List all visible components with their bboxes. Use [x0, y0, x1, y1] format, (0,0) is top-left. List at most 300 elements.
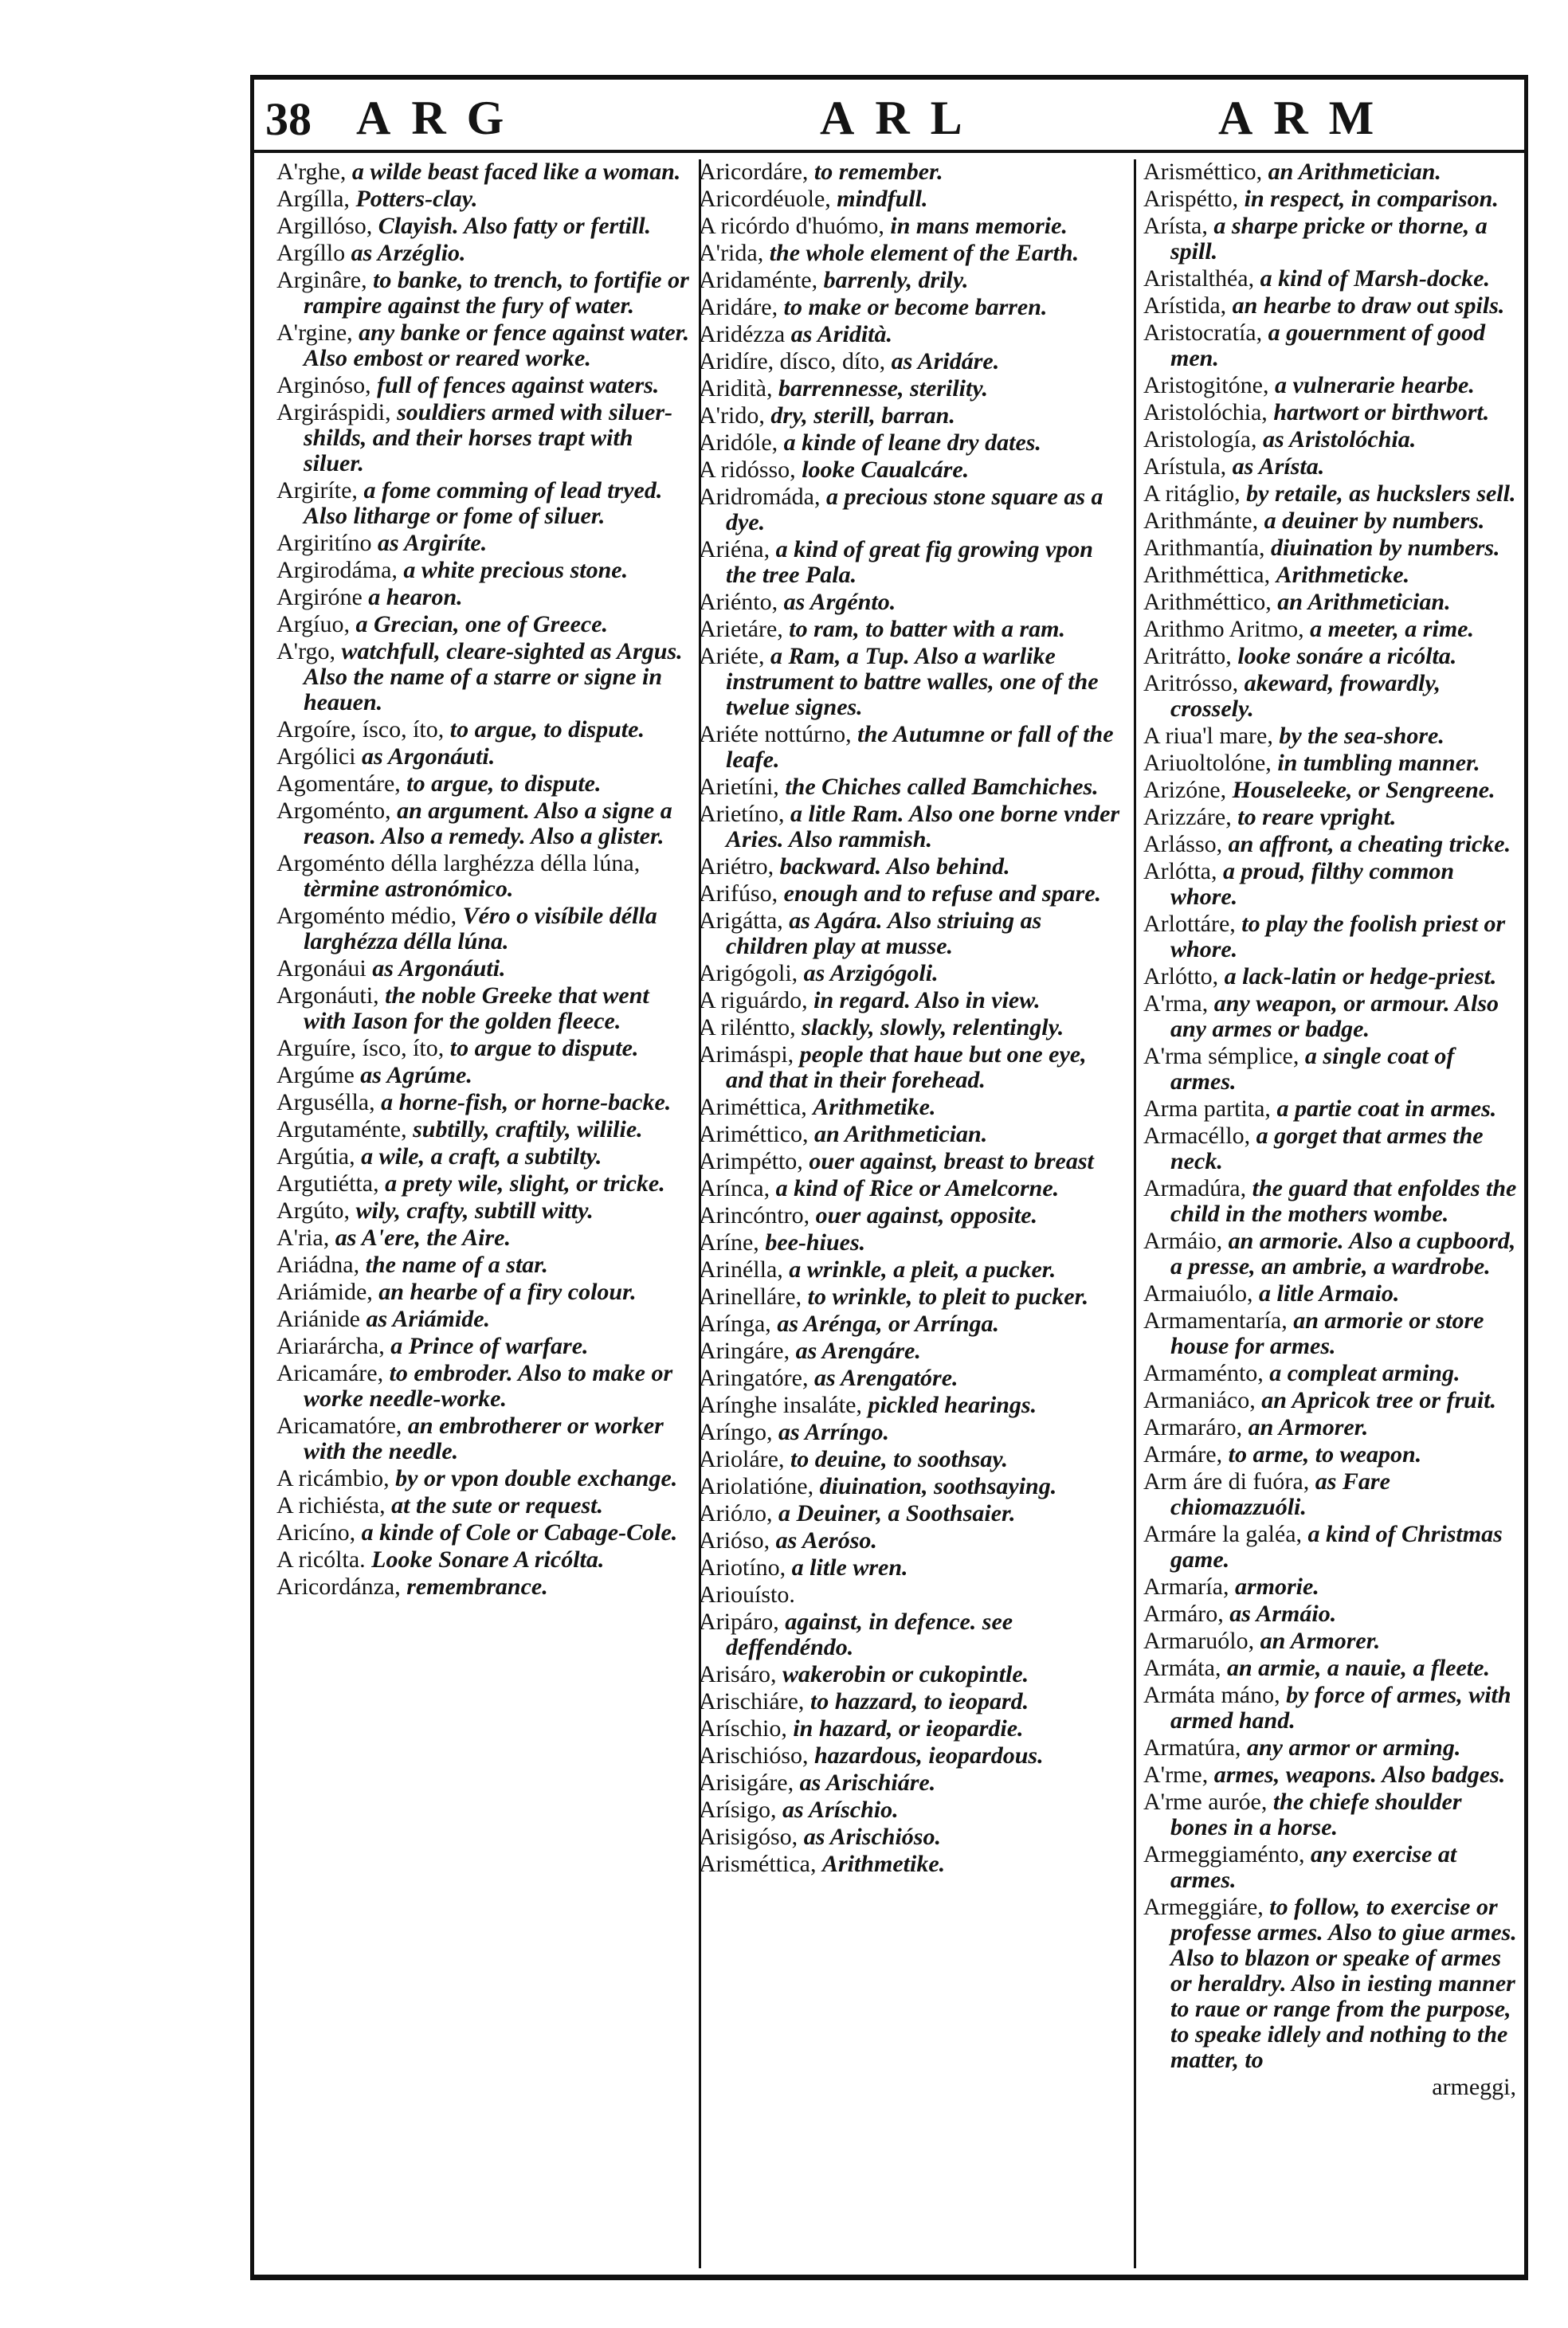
entry-definition: as Arzigógoli. — [803, 960, 939, 986]
entry-headword: Aricordánza, — [276, 1574, 407, 1600]
dictionary-entry — [276, 373, 694, 398]
entry-definition: an Armorer. — [1248, 1414, 1369, 1440]
entry-headword: Arísigo, — [699, 1797, 782, 1823]
running-header — [254, 80, 1524, 153]
entry-headword: Arischióso, — [699, 1742, 814, 1769]
entry-definition: the name of a star. — [365, 1252, 548, 1278]
entry-headword: Arioláre, — [699, 1446, 790, 1472]
dictionary-entry — [276, 268, 694, 319]
entry-headword: Argonáuti, — [276, 982, 386, 1009]
entry-headword: Arma partita, — [1143, 1095, 1277, 1122]
entry-definition: as Aridità. — [790, 321, 893, 347]
entry-headword: Arimpétto, — [699, 1148, 809, 1174]
entry-headword: Arisigáre, — [699, 1770, 800, 1796]
entry-headword: Armáre, — [1143, 1441, 1229, 1468]
entry-headword: Arithmánte, — [1143, 508, 1264, 534]
entry-headword: Arguíre, ísco, íto, — [276, 1035, 450, 1061]
dictionary-entry — [1143, 644, 1521, 669]
dictionary-entry — [1143, 1096, 1521, 1122]
entry-definition: an Arithmetician. — [1268, 159, 1441, 185]
entry-headword: Arínghe insaláte, — [699, 1392, 868, 1418]
entry-headword: Aridézza — [699, 321, 791, 347]
dictionary-entry — [1143, 1123, 1521, 1174]
entry-definition: as Arénga, or Arrínga. — [777, 1311, 999, 1337]
dictionary-entry — [699, 1122, 1126, 1147]
dictionary-entry — [1143, 1388, 1521, 1413]
entry-headword: Arithmo Aritmo, — [1143, 616, 1311, 642]
entry-definition: as Aristolóchia. — [1263, 426, 1417, 453]
entry-headword: Argutaménte, — [276, 1116, 414, 1142]
column-head-1: ARG — [356, 92, 525, 144]
column-head-3: ARM — [1218, 92, 1395, 144]
dictionary-entry — [699, 241, 1126, 266]
entry-headword: Aricamatóre, — [276, 1413, 408, 1439]
entry-headword: Armadúra, — [1143, 1175, 1252, 1201]
entry-definition: in respect, in comparison. — [1244, 186, 1499, 212]
dictionary-entry — [1143, 320, 1521, 371]
entry-definition: in tumbling manner. — [1277, 750, 1480, 776]
dictionary-entry — [699, 988, 1126, 1013]
entry-definition: dry, sterill, barran. — [770, 402, 955, 429]
entry-definition: a wile, a craft, a subtilty. — [361, 1143, 602, 1170]
entry-definition: souldiers armed with siluer-shilds, and their horses trapt with siluer. — [304, 399, 673, 476]
entry-definition: to remember. — [813, 159, 943, 185]
entry-headword: Arínga, — [699, 1311, 778, 1337]
entry-headword: Arióло, — [699, 1500, 778, 1527]
dictionary-entry — [699, 1284, 1126, 1310]
entry-definition: as Arríngo. — [778, 1419, 889, 1445]
entry-headword: Arm áre di fuóra, — [1143, 1468, 1315, 1495]
dictionary-entry — [699, 1447, 1126, 1472]
dictionary-entry — [276, 1413, 694, 1464]
dictionary-entry — [699, 1257, 1126, 1283]
dictionary-entry — [699, 881, 1126, 907]
entry-headword: Aríngo, — [699, 1419, 778, 1445]
entry-definition: an armorie. Also a cupboord, a presse, an ambrie, a wardrobe. — [1170, 1228, 1516, 1280]
dictionary-entry — [276, 1252, 694, 1278]
dictionary-entry — [276, 1547, 694, 1573]
entry-definition: to argue, to dispute. — [406, 770, 602, 797]
entry-headword: A'rgo, — [276, 638, 342, 664]
entry-headword: Arimáspi, — [699, 1041, 800, 1068]
dictionary-entry — [699, 1716, 1126, 1742]
dictionary-entry — [1143, 859, 1521, 910]
entry-definition: Looke Sonare A ricólta. — [371, 1546, 605, 1573]
entry-headword: Aridaménte, — [699, 267, 824, 293]
entry-definition: a precious stone square as a dye. — [726, 484, 1103, 535]
dictionary-entry — [699, 1095, 1126, 1120]
entry-definition: at the sute or request. — [391, 1492, 603, 1519]
entry-headword: Aridáre, — [699, 294, 784, 320]
entry-headword: Ariolatióne, — [699, 1473, 820, 1499]
entry-definition: to deuine, to soothsay. — [790, 1446, 1009, 1472]
entry-headword: Arispétto, — [1143, 186, 1245, 212]
entry-definition: hartwort or birthwort. — [1273, 399, 1490, 425]
dictionary-entry — [1143, 1361, 1521, 1386]
entry-definition: a kind of Marsh-docke. — [1260, 265, 1490, 292]
dictionary-entry — [699, 1852, 1126, 1877]
dictionary-entry — [276, 1171, 694, 1197]
entry-headword: Ariéte nottúrno, — [699, 721, 858, 747]
dictionary-entry — [699, 484, 1126, 535]
entry-headword: Armaráro, — [1143, 1414, 1249, 1440]
entry-definition: any banke or fence against water. Also embost or reared worke. — [304, 319, 690, 371]
entry-headword: Arincóntro, — [699, 1202, 816, 1229]
entry-definition: to embroder. Also to make or worke needle-worke. — [304, 1360, 673, 1412]
entry-headword: Ariméttico, — [699, 1121, 814, 1147]
dictionary-entry — [276, 478, 694, 529]
entry-definition: the guard that enfoldes the child in the mothers wombe. — [1170, 1175, 1517, 1227]
entry-headword: Arginóso, — [276, 372, 378, 398]
dictionary-entry — [699, 1176, 1126, 1201]
entry-definition: as Argiríte. — [377, 530, 488, 556]
entry-definition: an affront, a cheating tricke. — [1228, 831, 1511, 857]
entry-headword: Aríschio, — [699, 1715, 794, 1742]
entry-headword: Arinélla, — [699, 1256, 790, 1283]
entry-definition: by the sea-shore. — [1279, 723, 1445, 749]
dictionary-entry — [699, 1582, 1126, 1608]
entry-definition: as Arzéglio. — [351, 240, 466, 266]
entry-definition: a single coat of armes. — [1170, 1043, 1455, 1095]
entry-headword: Ariéte, — [699, 643, 770, 669]
entry-headword: Arizzáre, — [1143, 804, 1238, 830]
entry-definition: the whole element of the Earth. — [769, 240, 1080, 266]
entry-headword: Argílla, — [276, 186, 356, 212]
entry-definition: in regard. Also in view. — [813, 987, 1041, 1013]
entry-headword: A'rme auróe, — [1143, 1789, 1273, 1815]
dictionary-entry — [699, 1420, 1126, 1445]
entry-headword: Argiróne — [276, 584, 369, 610]
entry-headword: Argillóso, — [276, 213, 378, 239]
entry-definition: backward. Also behind. — [779, 853, 1010, 880]
dictionary-entry — [699, 644, 1126, 720]
dictionary-entry — [699, 349, 1126, 374]
dictionary-entry — [276, 851, 694, 902]
dictionary-entry — [1143, 159, 1521, 185]
dictionary-entry — [276, 771, 694, 797]
dictionary-entry — [1143, 293, 1521, 319]
entry-headword: Argiríte, — [276, 477, 364, 504]
entry-definition: an hearbe to draw out spils. — [1232, 292, 1505, 319]
entry-headword: Arinelláre, — [699, 1284, 808, 1310]
dictionary-entry — [1143, 400, 1521, 425]
dictionary-entry — [1143, 454, 1521, 480]
entry-headword: Armáta máno, — [1143, 1682, 1287, 1708]
dictionary-entry — [276, 186, 694, 212]
entry-definition: a kinde of leane dry dates. — [783, 429, 1041, 456]
dictionary-entry — [699, 908, 1126, 959]
dictionary-entry — [276, 956, 694, 982]
entry-definition: a horne-fish, or horne-backe. — [381, 1089, 672, 1115]
dictionary-entry — [699, 1474, 1126, 1499]
entry-definition: mindfull. — [837, 186, 928, 212]
entry-headword: Armáro, — [1143, 1601, 1230, 1627]
entry-headword: Argoménto délla larghézza délla lúna, — [276, 850, 641, 876]
dictionary-entry — [699, 774, 1126, 800]
dictionary-entry — [699, 1311, 1126, 1337]
dictionary-entry — [1143, 1895, 1521, 2073]
entry-definition: any armor or arming. — [1246, 1734, 1461, 1761]
entry-definition: a kind of Rice or Amelcorne. — [775, 1175, 1060, 1201]
dictionary-entry — [1143, 508, 1521, 534]
dictionary-entry — [699, 722, 1126, 773]
entry-definition: Arithmetike. — [813, 1094, 936, 1120]
dictionary-entry — [276, 531, 694, 556]
dictionary-entry — [699, 1366, 1126, 1391]
entry-headword: A riléntto, — [699, 1014, 802, 1041]
entry-headword: Armáta, — [1143, 1655, 1227, 1681]
entry-headword: Arlótto, — [1143, 963, 1225, 990]
entry-definition: bee-hiues. — [765, 1229, 866, 1256]
entry-definition: hazardous, ieopardous. — [814, 1742, 1044, 1769]
entry-headword: Arizóne, — [1143, 777, 1233, 803]
catchword: armeggi, — [1432, 2074, 1516, 2100]
entry-definition: a gorget that armes the neck. — [1170, 1123, 1484, 1174]
dictionary-entry — [699, 1393, 1126, 1418]
entry-headword: Arínca, — [699, 1175, 776, 1201]
entry-definition: to wrinkle, to pleit to pucker. — [807, 1284, 1089, 1310]
dictionary-entry — [276, 798, 694, 849]
entry-headword: Arietíno, — [699, 801, 790, 827]
entry-headword: Armacéllo, — [1143, 1123, 1256, 1149]
entry-definition: a lack-latin or hedge-priest. — [1224, 963, 1497, 990]
dictionary-entry — [1143, 373, 1521, 398]
entry-definition: Houseleeke, or Sengreene. — [1232, 777, 1495, 803]
entry-headword: Ariéna, — [699, 536, 776, 562]
entry-definition: as Arischióso. — [803, 1824, 941, 1850]
dictionary-entry — [1143, 911, 1521, 962]
entry-definition: ouer against, breast to breast — [809, 1148, 1094, 1174]
entry-definition: any exercise at armes. — [1170, 1841, 1457, 1893]
entry-definition: a Deuiner, a Soothsaier. — [778, 1500, 1016, 1527]
entry-definition: to arme, to weapon. — [1228, 1441, 1422, 1468]
dictionary-entry — [276, 585, 694, 610]
entry-headword: A'rido, — [699, 402, 771, 429]
dictionary-entry — [1143, 1281, 1521, 1307]
entry-definition: akeward, frowardly, crossely. — [1170, 670, 1441, 722]
entry-definition: barrenly, drily. — [823, 267, 969, 293]
entry-definition: a hearon. — [368, 584, 463, 610]
entry-headword: A'rghe, — [276, 159, 352, 185]
entry-definition: to make or become barren. — [783, 294, 1048, 320]
entry-definition: full of fences against waters. — [377, 372, 660, 398]
entry-headword: Agomentáre, — [276, 770, 407, 797]
dictionary-entry — [699, 961, 1126, 986]
entry-headword: Armáio, — [1143, 1228, 1229, 1254]
entry-headword: Ariádna, — [276, 1252, 366, 1278]
entry-definition: in mans memorie. — [890, 213, 1068, 239]
entry-definition: a Ram, a Tup. Also a warlike instrument to battre walles, one of the twelue signes. — [726, 643, 1099, 720]
dictionary-entry — [276, 1307, 694, 1332]
dictionary-entry — [699, 801, 1126, 852]
dictionary-entry — [699, 1797, 1126, 1823]
dictionary-entry — [1143, 1176, 1521, 1227]
entry-definition: against, in defence. see deffendéndo. — [726, 1609, 1013, 1660]
entry-headword: Argirodáma, — [276, 557, 404, 583]
entry-headword: Arifúso, — [699, 880, 784, 907]
entry-headword: A ricólta. — [276, 1546, 372, 1573]
dictionary-entry — [1143, 1308, 1521, 1359]
entry-headword: Aricíno, — [276, 1519, 362, 1546]
entry-definition: a kinde of Cole or Cabage-Cole. — [361, 1519, 678, 1546]
entry-headword: Argiráspidi, — [276, 399, 398, 425]
dictionary-entry — [699, 322, 1126, 347]
dictionary-entry — [276, 1334, 694, 1359]
entry-definition: subtilly, craftily, wililie. — [413, 1116, 643, 1142]
entry-definition: an hearbe of a firy colour. — [378, 1279, 637, 1305]
dictionary-entry — [1143, 751, 1521, 776]
dictionary-entry — [699, 1824, 1126, 1850]
entry-headword: Arisáro, — [699, 1661, 782, 1687]
dictionary-entry — [276, 1090, 694, 1115]
entry-headword: Ariénto, — [699, 589, 784, 615]
dictionary-entry — [276, 717, 694, 743]
entry-definition: to reare vpright. — [1237, 804, 1397, 830]
entry-headword: Argonáui — [276, 955, 373, 982]
entry-headword: Arithméttico, — [1143, 589, 1278, 615]
dictionary-entry — [276, 214, 694, 239]
entry-headword: Aripáro, — [699, 1609, 786, 1635]
entry-headword: Argúme — [276, 1062, 361, 1088]
dictionary-entry — [276, 1063, 694, 1088]
entry-definition: watchfull, cleare-sighted as Argus. Also the name of a starre or signe in heauen. — [304, 638, 683, 715]
dictionary-entry — [699, 1528, 1126, 1554]
entry-definition: as A'ere, the Aire. — [335, 1225, 511, 1251]
entry-definition: as Argonáuti. — [361, 743, 496, 770]
entry-definition: a partie coat in armes. — [1276, 1095, 1497, 1122]
dictionary-entry — [276, 612, 694, 637]
dictionary-entry — [1143, 805, 1521, 830]
entry-headword: A ricámbio, — [276, 1465, 396, 1491]
entry-definition: as Arengáre. — [795, 1338, 921, 1364]
entry-headword: Armaniáco, — [1143, 1387, 1262, 1413]
entry-definition: an Arithmetician. — [1277, 589, 1451, 615]
entry-definition: an armorie or store house for armes. — [1170, 1307, 1484, 1359]
entry-definition: a kind of Christmas game. — [1170, 1521, 1503, 1573]
dictionary-entry — [699, 1230, 1126, 1256]
entry-definition: Potters-clay. — [355, 186, 478, 212]
dictionary-entry — [276, 159, 694, 185]
entry-definition: to follow, to exercise or professe armes. Also to giue armes. Also to blazon or speake of armes or heraldry. Also in iesting manner to raue or range from the purpose, to speake idlely and nothing to the matter, to — [1170, 1894, 1517, 2073]
entry-definition: a litle Ram. Also one borne vnder Aries. Also rammish. — [726, 801, 1120, 852]
entry-headword: Argoménto, — [276, 798, 398, 824]
dictionary-entry — [276, 1117, 694, 1142]
entry-headword: Arlottáre, — [1143, 911, 1242, 937]
dictionary-entry — [699, 617, 1126, 642]
column-3 — [1137, 159, 1527, 2268]
entry-definition: to argue to dispute. — [449, 1035, 639, 1061]
entry-headword: Aristocratía, — [1143, 319, 1268, 346]
dictionary-entry — [276, 1280, 694, 1305]
entry-definition: tèrmine astronómico. — [304, 876, 514, 902]
column-1 — [270, 159, 700, 2268]
entry-headword: Aristalthéa, — [1143, 265, 1260, 292]
entry-headword: Armeggiaménto, — [1143, 1841, 1311, 1867]
entry-headword: Aridità, — [699, 375, 778, 402]
entry-headword: Arginâre, — [276, 267, 374, 293]
entry-headword: Argólici — [276, 743, 362, 770]
dictionary-entry — [699, 1501, 1126, 1527]
entry-definition: as Aríschio. — [782, 1797, 899, 1823]
column-head-2: ARL — [820, 92, 983, 144]
entry-definition: by retaile, as huckslers sell. — [1246, 480, 1516, 507]
dictionary-entry — [276, 1493, 694, 1519]
dictionary-entry — [1143, 481, 1521, 507]
entry-definition: wakerobin or cukopintle. — [782, 1661, 1029, 1687]
dictionary-entry — [699, 1015, 1126, 1041]
entry-definition: to play the foolish priest or whore. — [1170, 911, 1506, 962]
dictionary-entry — [1143, 671, 1521, 722]
dictionary-entry — [276, 241, 694, 266]
entry-definition: as Arischiáre. — [799, 1770, 936, 1796]
entry-headword: Armamentaría, — [1143, 1307, 1294, 1334]
entry-definition: as Agrúme. — [360, 1062, 472, 1088]
entry-headword: Ariméttica, — [699, 1094, 813, 1120]
entry-headword: Argíuo, — [276, 611, 356, 637]
entry-definition: looke sonáre a ricólta. — [1237, 643, 1457, 669]
dictionary-entry — [699, 457, 1126, 483]
entry-headword: Arísta, — [1143, 213, 1214, 239]
entry-headword: Arithmantía, — [1143, 535, 1271, 561]
entry-definition: a proud, filthy common whore. — [1170, 858, 1455, 910]
entry-definition: a wilde beast faced like a woman. — [351, 159, 681, 185]
dictionary-entry — [699, 159, 1126, 185]
entry-definition: to banke, to trench, to fortifie or rampire against the fury of water. — [304, 267, 689, 319]
dictionary-entry — [1143, 778, 1521, 803]
column-rule-2 — [1134, 159, 1136, 2268]
dictionary-entry — [276, 903, 694, 954]
entry-headword: Armaría, — [1143, 1574, 1235, 1600]
dictionary-entry — [699, 1689, 1126, 1715]
entry-definition: an armie, a nauie, a fleete. — [1226, 1655, 1490, 1681]
entry-headword: Argoménto médio, — [276, 903, 463, 929]
entry-definition: the chiefe shoulder bones in a horse. — [1170, 1789, 1462, 1840]
entry-definition: a vulnerarie hearbe. — [1275, 372, 1475, 398]
entry-definition: diuination, soothsaying. — [819, 1473, 1057, 1499]
entry-definition: the noble Greeke that went with Iason for the golden fleece. — [304, 982, 649, 1034]
entry-headword: Aritrósso, — [1143, 670, 1245, 696]
entry-headword: Ariarárcha, — [276, 1333, 391, 1359]
entry-headword: Ariánide — [276, 1306, 367, 1332]
entry-headword: Aricordáre, — [699, 159, 814, 185]
entry-definition: as Ariámide. — [366, 1306, 491, 1332]
entry-headword: Arithméttica, — [1143, 562, 1276, 588]
dictionary-entry — [1143, 832, 1521, 857]
entry-definition: by force of armes, with armed hand. — [1170, 1682, 1511, 1734]
entry-headword: A riua'l mare, — [1143, 723, 1280, 749]
entry-headword: Arischiáre, — [699, 1688, 810, 1715]
page-frame — [250, 75, 1528, 2280]
entry-definition: an argument. Also a signe a reason. Also a remedy. Also a glister. — [304, 798, 672, 849]
dictionary-entry — [276, 1574, 694, 1600]
entry-headword: Armaménto, — [1143, 1360, 1270, 1386]
entry-definition: a sharpe pricke or thorne, a spill. — [1170, 213, 1488, 265]
entry-headword: Aringáre, — [699, 1338, 796, 1364]
dictionary-entry — [1143, 991, 1521, 1042]
entry-headword: Aristología, — [1143, 426, 1263, 453]
entry-definition: a kind of great fig growing vpon the tree Pala. — [726, 536, 1093, 588]
entry-definition: as Arísta. — [1232, 453, 1325, 480]
dictionary-entry — [1143, 1415, 1521, 1440]
entry-headword: Armaruólo, — [1143, 1628, 1260, 1654]
entry-headword: Argoíre, ísco, íto, — [276, 716, 450, 743]
entry-definition: enough and to refuse and spare. — [783, 880, 1102, 907]
entry-definition: remembrance. — [406, 1574, 548, 1600]
entry-definition: as Argonáuti. — [372, 955, 506, 982]
entry-definition: as Fare chiomazzuóli. — [1170, 1468, 1390, 1520]
entry-definition: a litle Armaio. — [1258, 1280, 1400, 1307]
dictionary-entry — [276, 983, 694, 1034]
